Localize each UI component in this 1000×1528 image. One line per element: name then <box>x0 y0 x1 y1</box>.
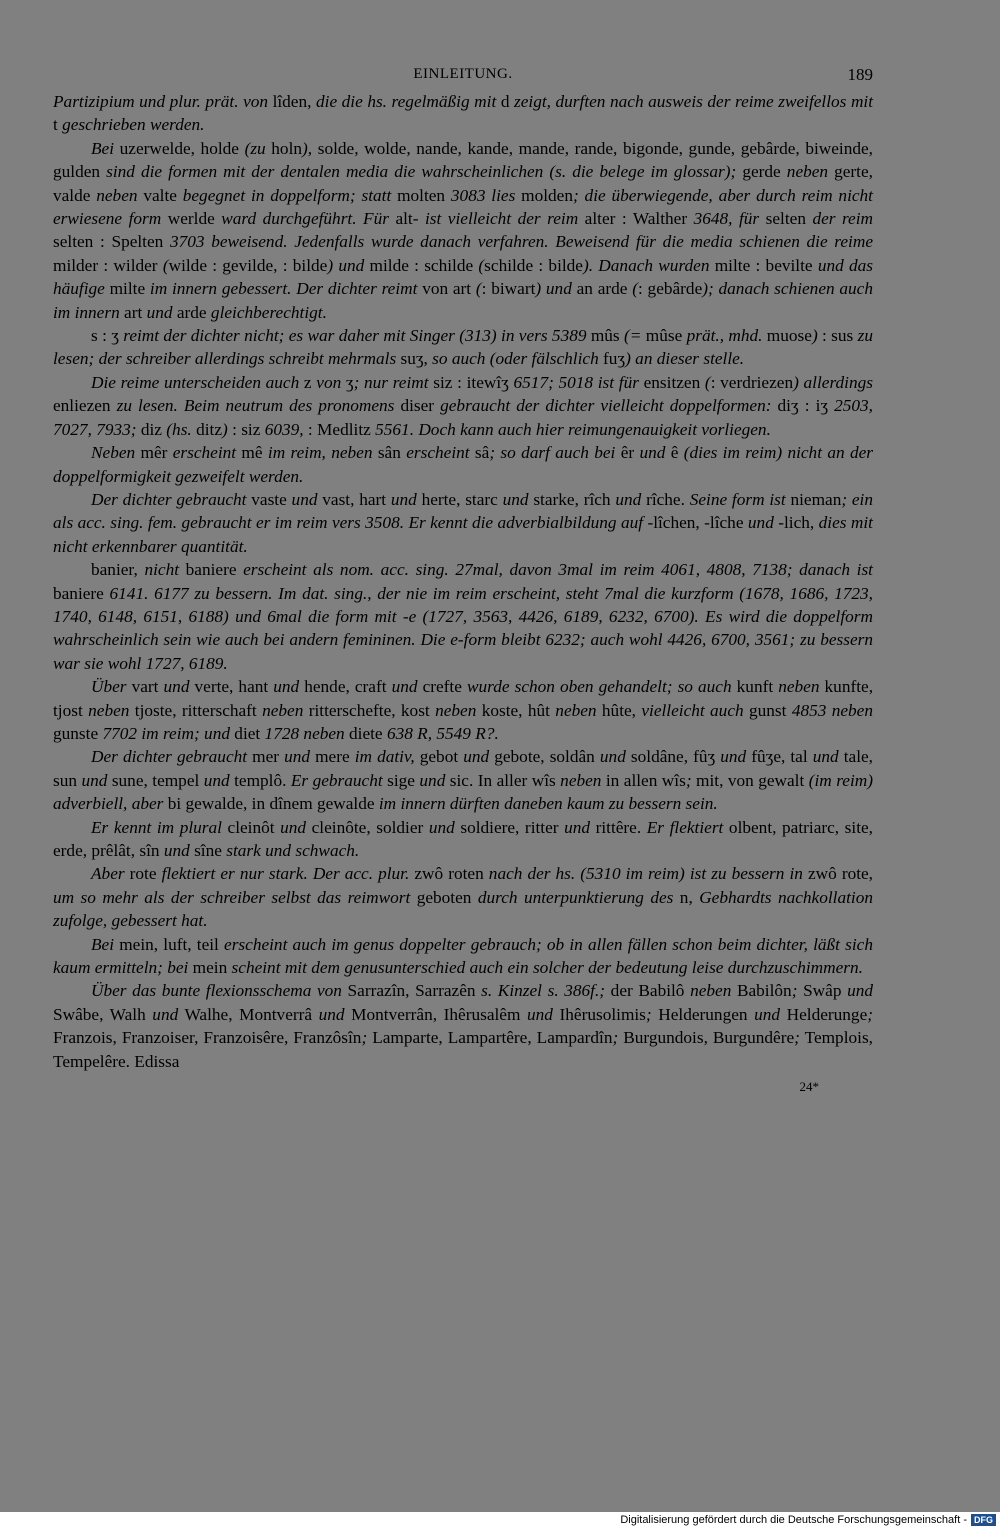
dfg-logo-icon[interactable]: DFG <box>971 1514 996 1526</box>
paragraph-dental-media: Bei uzerwelde, holde (zu holn), solde, wolde, nande, kande, mande, rande, bigonde, gunde, gebârde, biweinde, gulden sind die formen mit der dentalen media die wahrscheinlichen (s. die belege im glossar); gerde neben gerte, valde neben valte begegnet in doppelform; statt molten 3083 lies molden; die überwiegende, aber durch reim nicht erwiesene form werlde ward durchgeführt. Für alt- ist vielleicht der reim alter : Walther 3648, für selten der reim selten : Spelten 3703 beweisend. Jedenfalls wurde danach verfahren. Beweisend für die media schienen die reime milder : wilder (wilde : gevilde, : bilde) und milde : schilde (schilde : bilde). Danach wurden milte : bevilte und das häufige milte im innern gebessert. Der dichter reimt von art (: biwart) und an arde (: gebârde); danach schienen auch im innern art und arde gleichberechtigt. <box>53 138 874 322</box>
page-number: 189 <box>847 65 873 84</box>
body-text <box>53 90 873 1073</box>
paragraph-flexion-names: Über das bunte flexionsschema von Sarrazîn, Sarrazên s. Kinzel s. 386f.; der Babilô neben Babilôn; Swâp und Swâbe, Walh und Walhe, Montverrâ und Montverrân, Ihêrusalêm und Ihêrusolimis; Helderungen und Helderunge; Franzois, Franzoiser, Franzoisêre, Franzôsîn; Lamparte, Lampartêre, Lampardîn; Burgundois, Burgundêre; Templois, Tempelêre. Edissa <box>53 981 874 1071</box>
paragraph-banier: banier, nicht baniere erscheint als nom. acc. sing. 27mal, davon 3mal im reim 4061, 4808, 7138; danach ist baniere 6141. 6177 zu bessern. Im dat. sing., der nie im reim erscheint, steht 7mal die kurzform (1678, 1686, 1723, 1740, 6148, 6151, 6188) und 6mal die form mit -e (1727, 3563, 4426, 6189, 6232, 6700). Es wird die doppelform wahrscheinlich sein wie auch bei andern femininen. Die e-form bleibt 6232; auch wohl 4426, 6700, 3561; zu bessern war sie wohl 1727, 6189. <box>53 560 873 673</box>
running-head: EINLEITUNG. <box>413 66 513 82</box>
footer-bar <box>0 1512 1000 1528</box>
paragraph-participle: Partizipium und plur. prät. von lîden, die die hs. regelmäßig mit d zeigt, durften nach ausweis der reime zweifellos mit t geschrieben werden. <box>53 92 874 135</box>
paragraph-dative-forms: Der dichter gebraucht mer und mere im dativ, gebot und gebote, soldân und soldâne, fûʒ und fûʒe, tal und tale, sun und sune, tempel und templô. Er gebraucht sige und sic. In aller wîs neben in allen wîs; mit, von gewalt (im reim) adverbiell, aber bi gewalde, in dînem gewalde im innern dürften daneben kaum zu bessern sein. <box>53 747 873 814</box>
paragraph-rote: Aber rote flektiert er nur stark. Der acc. plur. zwô roten nach der hs. (5310 im reim) ist zu bessern in zwô rote, um so mehr als der schreiber selbst das reimwort geboten durch unterpunktierung des n, Gebhardts nachkollation zufolge, gebessert hat. <box>53 864 874 931</box>
paragraph-genus: Bei mein, luft, teil erscheint auch im genus doppelter gebrauch; ob in allen fällen schon beim dichter, läßt sich kaum ermitteln; bei mein scheint mit dem genusunterschied auch ein solcher der bedeutung leise durchzuschimmern. <box>53 934 873 978</box>
paragraph-vart-verte: Über vart und verte, hant und hende, craft und crefte wurde schon oben gehandelt; so auch kunft neben kunfte, tjost neben tjoste, ritterschaft neben ritterschefte, kost neben koste, hût neben hûte, vielleicht auch gunst 4853 neben gunste 7702 im reim; und diet 1728 neben diete 638 R, 5549 R?. <box>53 677 874 743</box>
page-header <box>53 60 873 90</box>
paragraph-z-distinction: Die reime unterscheiden auch z von ʒ; nur reimt siz : itewîʒ 6517; 5018 ist für ensitzen (: verdriezen) allerdings enliezen zu lesen. Beim neutrum des pronomens diser gebraucht der dichter vielleicht doppelformen: diʒ : iʒ 2503, 7027, 7933; diz (hs. ditz) : siz 6039, : Medlitz 5561. Doch kann auch hier reimungenauigkeit vorliegen. <box>53 372 873 439</box>
footer-credit: Digitalisierung gefördert durch die Deutsche Forschungsgemeinschaft - <box>620 1514 967 1526</box>
paragraph-doublets: Neben mêr erscheint mê im reim, neben sân erscheint sâ; so darf auch bei êr und ê (dies im reim) nicht an der doppelformigkeit gezweifelt werden. <box>53 443 874 486</box>
paragraph-plural: Er kennt im plural cleinôt und cleinôte, soldier und soldiere, ritter und rittêre. Er flektiert olbent, patriarc, site, erde, prêlât, sîn und sîne stark und schwach. <box>53 817 873 860</box>
sheet-signature: 24* <box>799 1079 819 1095</box>
page <box>53 60 873 1095</box>
paragraph-adverbs: Der dichter gebraucht vaste und vast, hart und herte, starc und starke, rîch und rîche. Seine form ist nieman; ein als acc. sing. fem. gebraucht er im reim vers 3508. Er kennt die adverbialbildung auf -lîchen, -lîche und -lich, dies mit nicht erkennbarer quantität. <box>53 489 873 556</box>
paragraph-s-z-rhyme: s : ʒ reimt der dichter nicht; es war daher mit Singer (313) in vers 5389 mûs (= mûse prät., mhd. muose) : sus zu lesen; der schreiber allerdings schreibt mehrmals suʒ, so auch (oder fälschlich fuʒ) an dieser stelle. <box>53 326 873 369</box>
